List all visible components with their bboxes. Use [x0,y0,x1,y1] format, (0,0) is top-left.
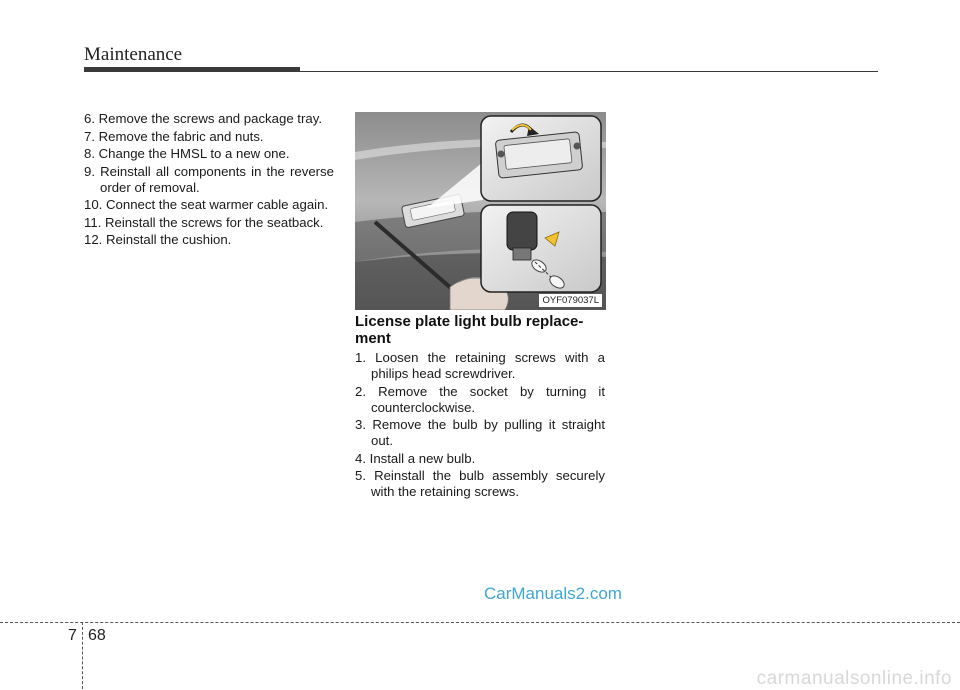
footer-divider [82,622,83,689]
header-rule [300,71,878,72]
step-item: 11. Reinstall the screws for the seatback. [84,214,324,230]
section-heading: License plate light bulb replace- ment [355,313,584,347]
license-plate-light-illustration [355,112,606,310]
step-item: 9. Reinstall all components in the reverse order of removal. [84,163,334,195]
step-item: 10. Connect the seat warmer cable again. [84,197,329,212]
step-item: 6. Remove the screws and package tray. [84,111,322,126]
chapter-number: 7 [68,627,77,644]
step-item: 2. Remove the socket by turning it counterclockwise. [355,383,605,415]
footer-rule [0,622,960,623]
carmanualsonline-watermark: carmanualsonline.info [756,668,952,689]
carmanuals2-watermark: CarManuals2.com [484,584,622,603]
page-header-title: Maintenance [84,44,183,65]
step-item: 1. Loosen the retaining screws with a philips head screwdriver. [355,350,605,381]
license-plate-step-list [355,350,605,502]
step-item: 8. Change the HMSL to a new one. [84,146,290,161]
figure-code: OYF079037L [539,294,602,307]
step-item: 7. Remove the fabric and nuts. [84,128,264,144]
header-bar [84,67,300,72]
illustration-graphic [355,112,606,310]
step-item: 12. Reinstall the cushion. [84,232,232,247]
step-item: 3. Remove the bulb by pulling it straight out. [355,417,605,448]
left-step-list [84,111,334,250]
page-number: 68 [88,627,106,644]
step-item: 4. Install a new bulb. [355,450,476,466]
step-item: 5. Reinstall the bulb assembly securely with the retaining screws. [355,468,605,499]
